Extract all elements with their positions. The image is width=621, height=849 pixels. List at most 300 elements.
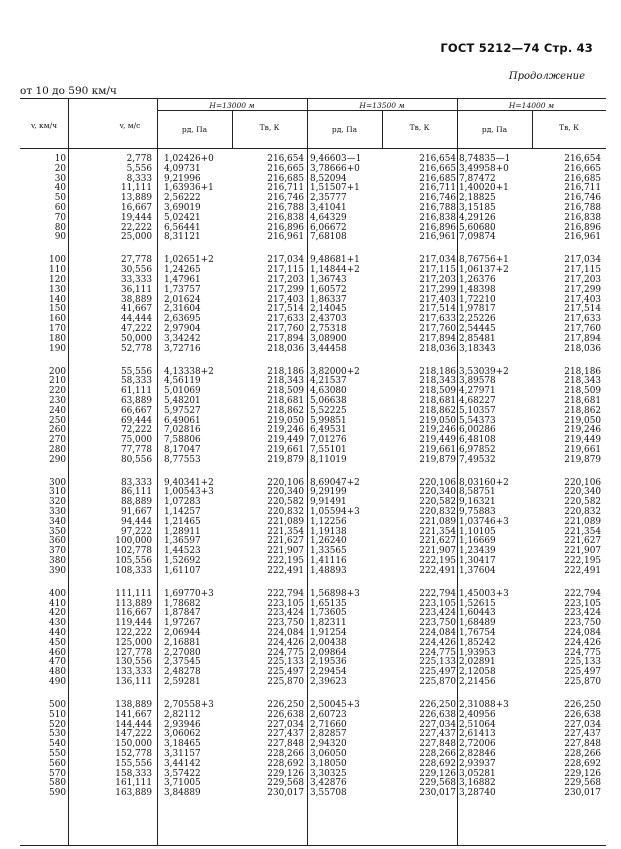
cell-pressure-h14000: 3,05281 [459,768,496,779]
cell-pressure-h13000: 1,44523 [164,546,201,557]
cell-pressure-h14000: 1,76754 [459,628,496,639]
cell-pressure-h14000: 1,40020+1 [459,183,509,194]
cell-temp-h14000: 229,126 [564,768,601,779]
cell-pressure-h13000: 3,31157 [164,748,201,759]
cell-speed-ms: 2,778 [126,154,152,164]
cell-speed-kmh: 220 [49,386,66,397]
cell-temp-h13500: 227,848 [419,739,456,750]
cell-temp-h13500: 225,133 [419,657,456,668]
cell-temp-h13500: 220,832 [419,507,456,518]
cell-temp-h14000: 217,299 [564,284,601,295]
cell-pressure-h14000: 1,10105 [459,526,496,537]
cell-temp-h13500: 226,250 [419,699,456,710]
cell-pressure-h13000: 1,02426+0 [164,154,214,164]
cell-temp-h13000: 217,203 [267,274,304,285]
cell-pressure-h13500: 5,06638 [310,395,347,406]
cell-pressure-h14000: 1,30417 [459,556,496,567]
cell-temp-h13500: 222,794 [419,588,456,599]
cell-pressure-h13500: 1,86337 [310,294,347,305]
cell-pressure-h14000: 1,60443 [459,608,496,619]
cell-speed-ms: 94,444 [120,516,152,527]
cell-temp-h13000: 222,195 [267,556,304,567]
cell-pressure-h14000: 7,87472 [459,173,496,184]
cell-temp-h14000: 216,746 [564,193,601,204]
cell-pressure-h13500: 2,82857 [310,729,347,740]
cell-pressure-h14000: 6,97852 [459,444,496,455]
cell-temp-h13500: 217,034 [419,255,456,266]
cell-speed-ms: 80,556 [120,454,152,465]
cell-pressure-h13500: 1,05594+3 [310,507,360,518]
cell-pressure-h13500: 2,75318 [310,323,347,334]
continuation-label: Продолжение [508,71,585,82]
cell-temp-h13500: 216,665 [419,163,456,174]
cell-pressure-h13500: 1,33565 [310,546,347,557]
cell-speed-kmh: 560 [49,758,66,769]
cell-pressure-h13000: 3,72716 [164,343,201,354]
cell-temp-h13000: 217,894 [267,333,304,344]
cell-temp-h14000: 223,105 [564,598,601,609]
cell-speed-kmh: 490 [49,677,66,687]
cell-temp-h13000: 226,638 [267,709,304,720]
cell-speed-kmh: 340 [49,516,66,527]
cell-temp-h13000: 217,299 [267,284,304,295]
cell-pressure-h13000: 3,18465 [164,739,201,750]
cell-temp-h13500: 218,681 [419,395,456,406]
column-header-speed-ms: v, м/с [119,121,141,130]
cell-pressure-h14000: 2,85481 [459,333,496,344]
cell-speed-ms: 44,444 [120,314,152,325]
cell-temp-h13000: 216,685 [267,173,304,184]
cell-speed-ms: 88,889 [120,497,152,508]
cell-pressure-h13000: 3,44142 [164,758,201,769]
cell-temp-h13500: 216,746 [419,193,456,204]
cell-pressure-h13000: 1,07283 [164,497,201,508]
cell-pressure-h14000: 1,03746+3 [459,516,509,527]
cell-temp-h13000: 221,089 [267,516,304,527]
cell-temp-h13000: 221,907 [267,546,304,557]
cell-pressure-h13000: 3,34242 [164,333,201,344]
cell-pressure-h13500: 3,82000+2 [310,366,360,377]
cell-speed-ms: 11,111 [120,183,152,194]
cell-speed-ms: 75,000 [120,435,152,446]
cell-pressure-h13000: 2,82112 [164,709,201,720]
cell-pressure-h13500: 1,14844+2 [310,265,360,276]
cell-pressure-h13500: 2,43703 [310,314,347,325]
column-header-pressure: pд, Па [181,125,208,134]
cell-speed-kmh: 160 [49,314,66,325]
cell-pressure-h14000: 3,28740 [459,788,496,799]
cell-speed-kmh: 170 [49,323,66,334]
cell-pressure-h13500: 7,68108 [310,232,347,243]
cell-temp-h14000: 219,879 [564,454,601,465]
cell-temp-h13000: 224,775 [267,647,304,658]
cell-pressure-h14000: 1,68489 [459,618,496,629]
cell-temp-h14000: 218,862 [564,405,601,416]
cell-speed-ms: 22,222 [120,222,152,233]
cell-pressure-h13000: 3,69019 [164,202,201,213]
cell-temp-h13500: 218,509 [419,386,456,397]
cell-pressure-h13000: 3,84889 [164,788,201,799]
cell-pressure-h13500: 3,55708 [310,788,347,799]
table-row [20,456,606,466]
cell-temp-h13500: 224,084 [419,628,456,639]
cell-speed-ms: 25,000 [120,232,152,243]
cell-speed-kmh: 250 [49,415,66,426]
cell-temp-h13000: 219,246 [267,425,304,436]
cell-pressure-h14000: 1,72210 [459,294,496,305]
cell-speed-ms: 38,889 [120,294,152,305]
cell-pressure-h13000: 1,28911 [164,526,201,537]
cell-temp-h13000: 221,354 [267,526,304,537]
cell-pressure-h13000: 6,56441 [164,222,201,233]
cell-temp-h13000: 227,848 [267,739,304,750]
cell-temp-h13500: 225,870 [419,677,456,687]
cell-temp-h13000: 228,266 [267,748,304,759]
cell-speed-ms: 108,333 [115,565,152,576]
cell-pressure-h14000: 2,25226 [459,314,496,325]
cell-speed-kmh: 330 [49,507,66,518]
cell-speed-ms: 52,778 [120,343,152,354]
cell-temp-h13000: 218,681 [267,395,304,406]
cell-speed-ms: 136,111 [115,677,152,687]
cell-temp-h13500: 220,340 [419,487,456,498]
cell-temp-h13500: 229,568 [419,778,456,789]
cell-speed-ms: 119,444 [115,618,152,629]
cell-speed-ms: 61,111 [120,386,152,397]
cell-speed-kmh: 210 [49,376,66,387]
cell-speed-kmh: 390 [49,565,66,576]
cell-temp-h13000: 223,105 [267,598,304,609]
cell-temp-h13000: 223,750 [267,618,304,629]
cell-pressure-h13500: 1,56898+3 [310,588,360,599]
table-row [20,345,606,355]
cell-temp-h13500: 218,186 [419,366,456,377]
cell-temp-h13500: 216,685 [419,173,456,184]
cell-pressure-h14000: 4,27971 [459,386,496,397]
cell-speed-kmh: 550 [49,748,66,759]
group-header-h13000: H=13000 м [209,101,255,110]
cell-speed-kmh: 450 [49,637,66,648]
cell-speed-kmh: 590 [49,788,66,799]
cell-pressure-h13500: 3,78666+0 [310,163,360,174]
cell-pressure-h13000: 2,06944 [164,628,201,639]
cell-speed-ms: 130,556 [115,657,152,668]
cell-pressure-h14000: 2,82846 [459,748,496,759]
cell-temp-h14000: 221,089 [564,516,601,527]
cell-temp-h13500: 227,034 [419,719,456,730]
cell-pressure-h13000: 1,21465 [164,516,201,527]
column-header-temperature: Tв, К [409,123,430,132]
cell-temp-h13500: 227,437 [419,729,456,740]
cell-pressure-h13000: 5,48201 [164,395,201,406]
cell-temp-h14000: 219,050 [564,415,601,426]
cell-speed-kmh: 430 [49,618,66,629]
cell-pressure-h14000: 8,76756+1 [459,255,509,266]
cell-temp-h14000: 224,084 [564,628,601,639]
cell-pressure-h14000: 6,48108 [459,435,496,446]
cell-temp-h14000: 217,203 [564,274,601,285]
cell-temp-h13000: 224,084 [267,628,304,639]
cell-temp-h13500: 217,203 [419,274,456,285]
cell-speed-kmh: 530 [49,729,66,740]
cell-speed-ms: 13,889 [120,193,152,204]
cell-speed-ms: 16,667 [120,202,152,213]
cell-temp-h14000: 216,788 [564,202,601,213]
cell-temp-h14000: 221,354 [564,526,601,537]
cell-speed-kmh: 580 [49,778,66,789]
cell-temp-h13500: 217,403 [419,294,456,305]
cell-pressure-h13000: 8,17047 [164,444,201,455]
table-row [20,567,606,577]
cell-pressure-h13000: 5,02421 [164,212,201,223]
table-row [20,678,606,688]
cell-pressure-h13500: 9,91491 [310,497,347,508]
cell-pressure-h13500: 3,30325 [310,768,347,779]
cell-temp-h13000: 227,034 [267,719,304,730]
cell-temp-h14000: 219,661 [564,444,601,455]
cell-temp-h14000: 228,266 [564,748,601,759]
cell-temp-h13500: 223,105 [419,598,456,609]
cell-temp-h13000: 225,870 [267,677,304,687]
cell-speed-kmh: 10 [54,154,66,164]
cell-pressure-h14000: 2,12058 [459,667,496,678]
cell-pressure-h13500: 2,14045 [310,304,347,315]
cell-speed-ms: 66,667 [120,405,152,416]
cell-speed-ms: 102,778 [115,546,152,557]
cell-temp-h14000: 222,195 [564,556,601,567]
cell-speed-ms: 83,333 [120,477,152,488]
cell-speed-kmh: 440 [49,628,66,639]
cell-pressure-h13500: 2,00438 [310,637,347,648]
cell-speed-ms: 144,444 [115,719,152,730]
cell-pressure-h14000: 1,97817 [459,304,496,315]
cell-temp-h13000: 218,862 [267,405,304,416]
cell-speed-ms: 69,444 [120,415,152,426]
cell-temp-h13500: 221,354 [419,526,456,537]
cell-temp-h14000: 220,340 [564,487,601,498]
cell-speed-ms: 27,778 [120,255,152,266]
cell-pressure-h13500: 2,09864 [310,647,347,658]
cell-pressure-h13000: 5,97527 [164,405,201,416]
cell-speed-ms: 155,556 [115,758,152,769]
cell-pressure-h13000: 2,01624 [164,294,201,305]
cell-temp-h14000: 221,627 [564,536,601,547]
cell-temp-h13000: 218,509 [267,386,304,397]
cell-pressure-h13500: 2,71660 [310,719,347,730]
cell-pressure-h13500: 2,60723 [310,709,347,720]
cell-speed-ms: 105,556 [115,556,152,567]
cell-speed-ms: 111,111 [115,588,152,599]
cell-temp-h13000: 218,343 [267,376,304,387]
column-header-pressure: pд, Па [331,125,358,134]
cell-pressure-h13000: 1,00543+3 [164,487,214,498]
cell-temp-h14000: 218,681 [564,395,601,406]
cell-temp-h13500: 219,050 [419,415,456,426]
cell-temp-h14000: 226,638 [564,709,601,720]
cell-temp-h13000: 222,491 [267,565,304,576]
cell-pressure-h13000: 1,63936+1 [164,183,214,194]
cell-temp-h13000: 220,832 [267,507,304,518]
cell-pressure-h13000: 8,31121 [164,232,201,243]
cell-temp-h13000: 217,034 [267,255,304,266]
cell-temp-h13500: 228,266 [419,748,456,759]
cell-temp-h13000: 216,654 [267,154,304,164]
cell-speed-kmh: 130 [49,284,66,295]
cell-temp-h14000: 216,665 [564,163,601,174]
cell-speed-kmh: 510 [49,709,66,720]
cell-pressure-h13500: 3,06050 [310,748,347,759]
cell-speed-kmh: 400 [49,588,66,599]
cell-temp-h13500: 223,424 [419,608,456,619]
cell-temp-h13000: 216,711 [267,183,304,194]
cell-pressure-h13500: 1,51507+1 [310,183,360,194]
cell-pressure-h13500: 9,48681+1 [310,255,360,266]
cell-temp-h13000: 216,746 [267,193,304,204]
cell-pressure-h13000: 3,06062 [164,729,201,740]
cell-temp-h13000: 224,426 [267,637,304,648]
cell-temp-h13000: 218,036 [267,343,304,354]
cell-temp-h13500: 216,654 [419,154,456,164]
cell-temp-h13000: 220,106 [267,477,304,488]
cell-speed-kmh: 230 [49,395,66,406]
cell-pressure-h14000: 8,03160+2 [459,477,509,488]
cell-pressure-h14000: 4,68227 [459,395,496,406]
cell-temp-h13500: 217,894 [419,333,456,344]
cell-speed-ms: 122,222 [115,628,152,639]
cell-temp-h13000: 220,582 [267,497,304,508]
column-header-speed-kmh: v, км/ч [30,121,58,130]
cell-speed-kmh: 140 [49,294,66,305]
cell-temp-h13000: 221,627 [267,536,304,547]
cell-temp-h13000: 217,760 [267,323,304,334]
cell-pressure-h13000: 2,93946 [164,719,201,730]
cell-pressure-h13500: 7,01276 [310,435,347,446]
cell-speed-ms: 55,556 [120,366,152,377]
cell-temp-h14000: 220,582 [564,497,601,508]
cell-pressure-h14000: 3,53039+2 [459,366,509,377]
cell-speed-kmh: 190 [49,343,66,354]
cell-temp-h13000: 229,126 [267,768,304,779]
cell-pressure-h13500: 3,08900 [310,333,347,344]
cell-temp-h13500: 217,115 [419,265,456,276]
cell-temp-h14000: 228,692 [564,758,601,769]
cell-temp-h13500: 217,633 [419,314,456,325]
table-rule [157,110,606,111]
cell-temp-h14000: 218,186 [564,366,601,377]
cell-temp-h14000: 219,246 [564,425,601,436]
cell-temp-h14000: 216,654 [564,154,601,164]
cell-speed-kmh: 320 [49,497,66,508]
cell-pressure-h14000: 8,74835—1 [459,154,511,164]
cell-temp-h14000: 227,848 [564,739,601,750]
row-block [20,368,606,466]
cell-temp-h13500: 219,246 [419,425,456,436]
cell-temp-h13500: 216,838 [419,212,456,223]
cell-pressure-h13500: 1,36743 [310,274,347,285]
cell-temp-h13500: 226,638 [419,709,456,720]
cell-temp-h13000: 219,449 [267,435,304,446]
cell-pressure-h13500: 1,73605 [310,608,347,619]
cell-temp-h14000: 223,750 [564,618,601,629]
cell-pressure-h14000: 5,60680 [459,222,496,233]
cell-speed-ms: 8,333 [126,173,152,184]
cell-pressure-h13000: 5,01069 [164,386,201,397]
cell-pressure-h14000: 2,40956 [459,709,496,720]
cell-pressure-h14000: 1,37604 [459,565,496,576]
cell-pressure-h14000: 3,18343 [459,343,496,354]
cell-pressure-h13500: 8,52094 [310,173,347,184]
cell-pressure-h14000: 1,26376 [459,274,496,285]
cell-temp-h13000: 226,250 [267,699,304,710]
cell-temp-h14000: 229,568 [564,778,601,789]
cell-temp-h14000: 224,426 [564,637,601,648]
cell-temp-h13500: 221,089 [419,516,456,527]
cell-speed-ms: 147,222 [115,729,152,740]
cell-pressure-h13500: 9,46603—1 [310,154,362,164]
cell-temp-h13500: 216,711 [419,183,456,194]
row-block [20,256,606,354]
cell-temp-h13000: 223,424 [267,608,304,619]
cell-temp-h13500: 221,627 [419,536,456,547]
cell-pressure-h13000: 1,69770+3 [164,588,214,599]
cell-pressure-h14000: 1,06137+2 [459,265,509,276]
cell-speed-kmh: 60 [54,202,66,213]
cell-speed-ms: 141,667 [115,709,152,720]
cell-pressure-h14000: 2,93937 [459,758,496,769]
cell-pressure-h13500: 1,41116 [310,556,347,567]
cell-temp-h13500: 217,299 [419,284,456,295]
cell-pressure-h13000: 1,52692 [164,556,201,567]
cell-pressure-h13000: 6,49061 [164,415,201,426]
cell-pressure-h13500: 1,60572 [310,284,347,295]
cell-pressure-h13500: 2,29454 [310,667,347,678]
cell-pressure-h13500: 3,42876 [310,778,347,789]
cell-temp-h13500: 216,788 [419,202,456,213]
cell-speed-kmh: 500 [49,699,66,710]
cell-temp-h14000: 216,896 [564,222,601,233]
cell-pressure-h14000: 2,51064 [459,719,496,730]
cell-speed-kmh: 110 [49,265,66,276]
cell-pressure-h14000: 1,52615 [459,598,496,609]
cell-pressure-h14000: 2,18825 [459,193,496,204]
cell-pressure-h13500: 2,94320 [310,739,347,750]
cell-pressure-h14000: 3,15185 [459,202,496,213]
cell-pressure-h13500: 8,11019 [310,454,347,465]
cell-temp-h13000: 220,340 [267,487,304,498]
cell-temp-h13000: 217,633 [267,314,304,325]
cell-pressure-h13000: 2,70558+3 [164,699,214,710]
group-header-h14000: H=14000 м [508,101,555,110]
cell-temp-h13000: 218,186 [267,366,304,377]
page-header: ГОСТ 5212—74 Стр. 43 [440,41,593,55]
cell-temp-h14000: 218,509 [564,386,601,397]
cell-temp-h13000: 219,879 [267,454,304,465]
cell-speed-kmh: 270 [49,435,66,446]
speed-range-label: от 10 до 590 км/ч [20,85,117,97]
cell-speed-kmh: 280 [49,444,66,455]
cell-pressure-h13000: 2,27080 [164,647,201,658]
cell-pressure-h13500: 4,63080 [310,386,347,397]
cell-pressure-h13000: 4,13338+2 [164,366,214,377]
cell-temp-h13000: 217,115 [267,265,304,276]
cell-temp-h14000: 217,034 [564,255,601,266]
cell-temp-h13500: 217,514 [419,304,456,315]
cell-pressure-h13000: 1,14257 [164,507,201,518]
cell-speed-ms: 150,000 [115,739,152,750]
cell-temp-h13500: 216,961 [419,232,456,243]
cell-pressure-h13500: 1,19138 [310,526,347,537]
cell-temp-h14000: 227,034 [564,719,601,730]
